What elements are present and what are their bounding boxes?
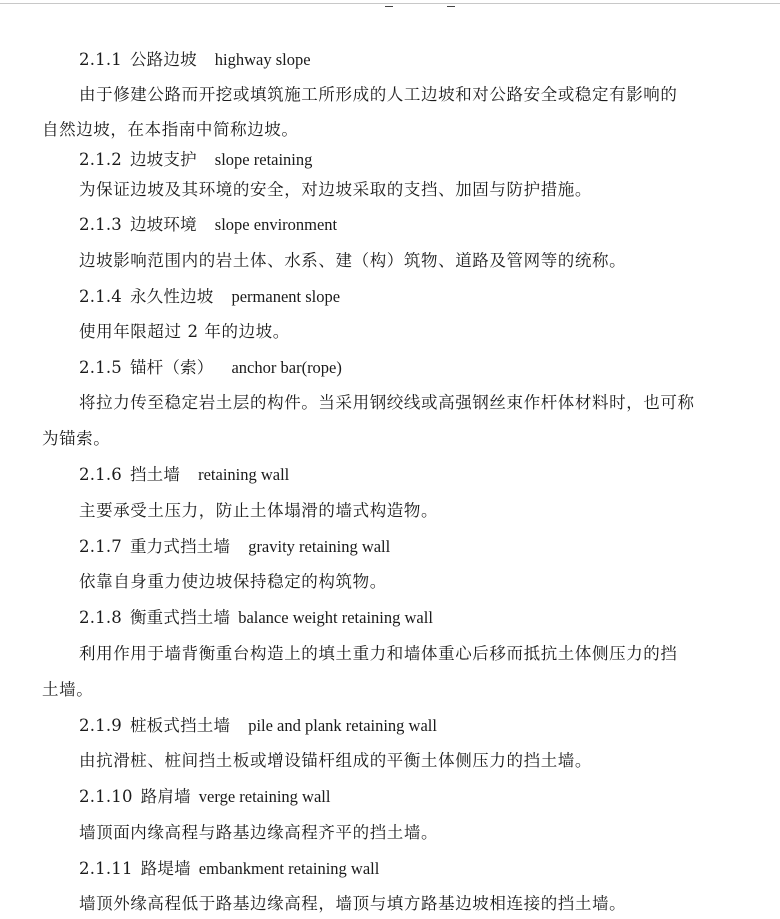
section-number: 2.1.5 [79,358,122,377]
section-number: 2.1.8 [79,608,122,627]
definition-line: 由抗滑桩、桩间挡土板或增设锚杆组成的平衡土体侧压力的挡土墙。 [79,751,592,770]
term-chinese: 衡重式挡土墙 [129,608,231,627]
section-heading [79,465,289,485]
definition-line: 边坡影响范围内的岩土体、水系、建（构）筑物、道路及管网等的统称。 [79,251,627,270]
term-chinese: 永久性边坡 [129,287,214,306]
term-english: slope retaining [214,150,313,169]
term-chinese: 挡土墙 [129,465,181,484]
section-number: 2.1.7 [79,537,122,556]
term-chinese: 公路边坡 [129,50,197,69]
section-heading [79,215,337,235]
definition-line: 墙顶面内缘高程与路基边缘高程齐平的挡土墙。 [79,823,439,842]
term-chinese: 边坡支护 [129,150,197,169]
section-heading [79,716,437,736]
term-english: balance weight retaining wall [238,608,433,627]
section-number: 2.1.10 [79,787,133,806]
section-heading [79,150,312,170]
section-number: 2.1.2 [79,150,122,169]
term-chinese: 锚杆（索） [129,358,214,377]
section-heading [79,608,433,628]
section-number: 2.1.1 [79,50,122,69]
section-number: 2.1.3 [79,215,122,234]
term-english: retaining wall [198,465,290,484]
section-heading [79,287,340,307]
term-english: embankment retaining wall [198,859,380,878]
section-number: 2.1.4 [79,287,122,306]
definition-line: 利用作用于墙背衡重台构造上的填土重力和墙体重心后移而抵抗土体侧压力的挡 [79,644,678,663]
definition-line: 为锚索。 [42,429,111,448]
definition-line: 由于修建公路而开挖或填筑施工所形成的人工边坡和对公路安全或稳定有影响的 [79,85,678,104]
term-english: permanent slope [231,287,341,306]
term-english: gravity retaining wall [248,537,391,556]
term-english: pile and plank retaining wall [248,716,437,735]
definition-line: 将拉力传至稳定岩土层的构件。当采用钢绞线或高强钢丝束作杆体材料时，也可称 [79,393,695,412]
definition-line: 墙顶外缘高程低于路基边缘高程，墙顶与填方路基边坡相连接的挡土墙。 [79,894,627,913]
section-number: 2.1.11 [79,859,133,878]
term-english: verge retaining wall [198,787,331,806]
section-heading [79,358,342,378]
section-heading [79,787,330,807]
section-heading [79,859,379,879]
term-chinese: 边坡环境 [129,215,197,234]
definition-line: 依靠自身重力使边坡保持稳定的构筑物。 [79,572,387,591]
definition-line: 主要承受土压力，防止土体塌滑的墙式构造物。 [79,501,439,520]
definition-line: 为保证边坡及其环境的安全，对边坡采取的支挡、加固与防护措施。 [79,180,592,199]
term-chinese: 桩板式挡土墙 [129,716,231,735]
section-heading [79,50,311,70]
definition-line: 土墙。 [42,680,94,699]
term-english: anchor bar(rope) [231,358,342,377]
term-chinese: 重力式挡土墙 [129,537,231,556]
term-english: highway slope [214,50,311,69]
section-heading [79,537,390,557]
definition-line: 自然边坡，在本指南中简称边坡。 [42,120,299,139]
definition-line: 使用年限超过 2 年的边坡。 [79,322,290,341]
term-english: slope environment [214,215,338,234]
term-chinese: 路堤墙 [140,859,191,878]
term-chinese: 路肩墙 [140,787,191,806]
section-number: 2.1.9 [79,716,122,735]
section-number: 2.1.6 [79,465,122,484]
